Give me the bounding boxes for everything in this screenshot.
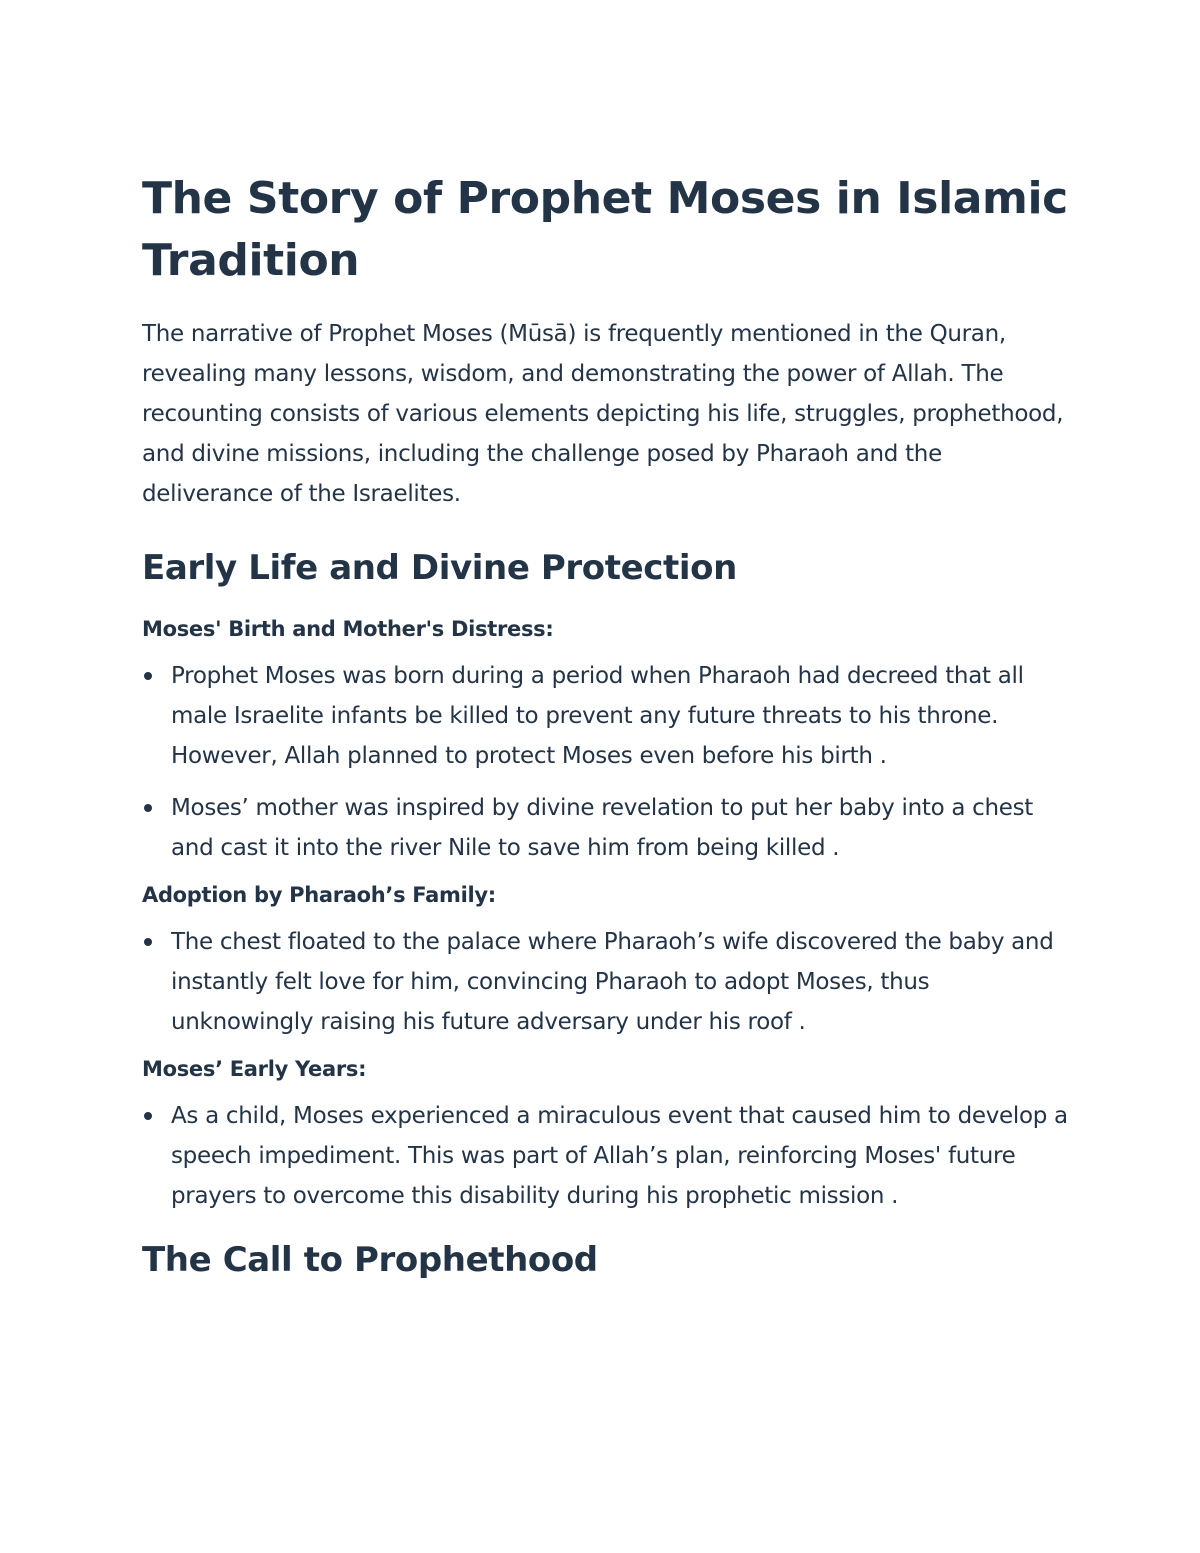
list-early-years xyxy=(142,1096,1072,1216)
list-item-text: As a child, Moses experienced a miraculous event that caused him to develop a speech impediment. This was part of Allah’s plan, reinforcing Moses' future prayers to overcome this disability during his prophetic mission . xyxy=(171,1103,1068,1209)
section-heading-early-life: Early Life and Divine Protection xyxy=(142,548,737,588)
bullet-icon xyxy=(144,1112,152,1120)
list-item xyxy=(142,922,1072,1042)
subheading-birth: Moses' Birth and Mother's Distress: xyxy=(142,617,554,641)
subheading-adoption: Adoption by Pharaoh’s Family: xyxy=(142,883,496,907)
bullet-icon xyxy=(144,938,152,946)
list-item xyxy=(142,656,1072,776)
page-title: The Story of Prophet Moses in Islamic Tradition xyxy=(142,173,1068,286)
list-item-text: Moses’ mother was inspired by divine revelation to put her baby into a chest and cast it into the river Nile to save him from being killed . xyxy=(171,795,1034,861)
section-heading-call: The Call to Prophethood xyxy=(142,1240,598,1280)
subheading-early-years: Moses’ Early Years: xyxy=(142,1057,367,1081)
document-content xyxy=(142,168,1072,1282)
bullet-icon xyxy=(144,672,152,680)
list-item xyxy=(142,1096,1072,1216)
list-adoption xyxy=(142,922,1072,1042)
intro-paragraph: The narrative of Prophet Moses (Mūsā) is frequently mentioned in the Quran, revealing many lessons, wisdom, and demonstrating the power of Allah. The recounting consists of various elements depicting his life, struggles, prophethood, and divine missions, including the challenge posed by Pharaoh and the deliverance of the Israelites. xyxy=(142,321,1064,507)
list-birth xyxy=(142,656,1072,868)
list-item-text: The chest floated to the palace where Pharaoh’s wife discovered the baby and instantly felt love for him, convincing Pharaoh to adopt Moses, thus unknowingly raising his future adversary under his roof . xyxy=(171,929,1054,1035)
list-item-text: Prophet Moses was born during a period when Pharaoh had decreed that all male Israelite infants be killed to prevent any future threats to his throne. However, Allah planned to protect Moses even before his birth . xyxy=(171,663,1024,769)
list-item xyxy=(142,788,1072,868)
bullet-icon xyxy=(144,804,152,812)
